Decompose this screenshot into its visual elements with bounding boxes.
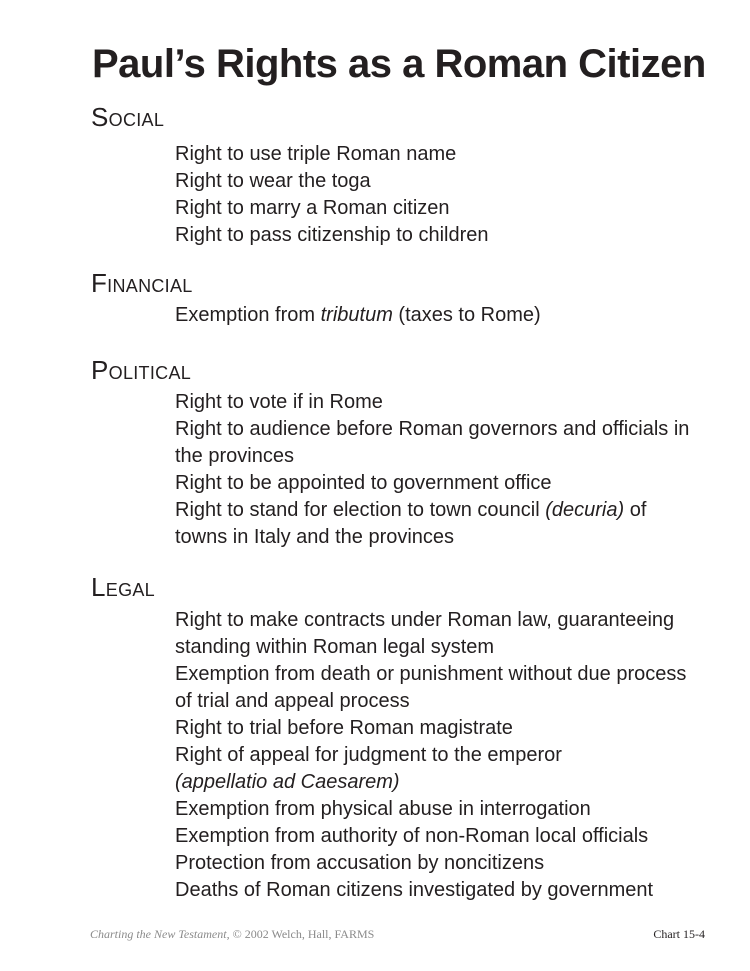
list-item: Right to stand for election to town council (decuria) of towns in Italy and the provinces	[175, 499, 647, 548]
list-item: Right to trial before Roman magistrate	[175, 717, 513, 739]
latin-term: tributum	[320, 304, 393, 326]
page-title: Paul’s Rights as a Roman Citizen	[92, 42, 706, 86]
latin-term: (decuria)	[545, 499, 625, 521]
section-heading-social: Social	[91, 102, 165, 132]
political-rights-list	[175, 389, 725, 551]
list-item: Right to make contracts under Roman law, guaranteeing standing within Roman legal system	[175, 609, 675, 658]
social-rights-list	[175, 141, 725, 249]
section-heading-legal: Legal	[91, 572, 155, 602]
list-item: Right to be appointed to government office	[175, 472, 552, 494]
legal-rights-list	[175, 607, 725, 904]
list-item: Exemption from authority of non-Roman local officials	[175, 825, 649, 847]
list-item: Right to pass citizenship to children	[175, 224, 489, 246]
list-item: Right to vote if in Rome	[175, 391, 383, 413]
chart-number: Chart 15-4	[653, 927, 705, 941]
list-item: Right of appeal for judgment to the emperor (appellatio ad Caesarem)	[175, 742, 725, 796]
financial-rights-list	[175, 302, 725, 329]
list-item: Right to audience before Roman governors and officials in the provinces	[175, 418, 690, 467]
latin-term: (appellatio ad Caesarem)	[175, 771, 400, 793]
section-heading-financial: Financial	[91, 268, 193, 298]
list-item: Right to use triple Roman name	[175, 143, 457, 165]
list-item: Deaths of Roman citizens investigated by government	[175, 879, 654, 901]
source-credit	[90, 927, 374, 942]
list-item: Right to wear the toga	[175, 170, 371, 192]
source-book-title: Charting the New Testament,	[90, 927, 230, 941]
section-heading-political: Political	[91, 355, 192, 385]
list-item: Exemption from physical abuse in interrogation	[175, 798, 591, 820]
list-item: Protection from accusation by noncitizens	[175, 852, 545, 874]
list-item: Right to marry a Roman citizen	[175, 197, 450, 219]
source-copyright: © 2002 Welch, Hall, FARMS	[229, 927, 375, 941]
list-item: Exemption from death or punishment without due process of trial and appeal process	[175, 663, 687, 712]
list-item: Exemption from tributum (taxes to Rome)	[175, 304, 541, 326]
